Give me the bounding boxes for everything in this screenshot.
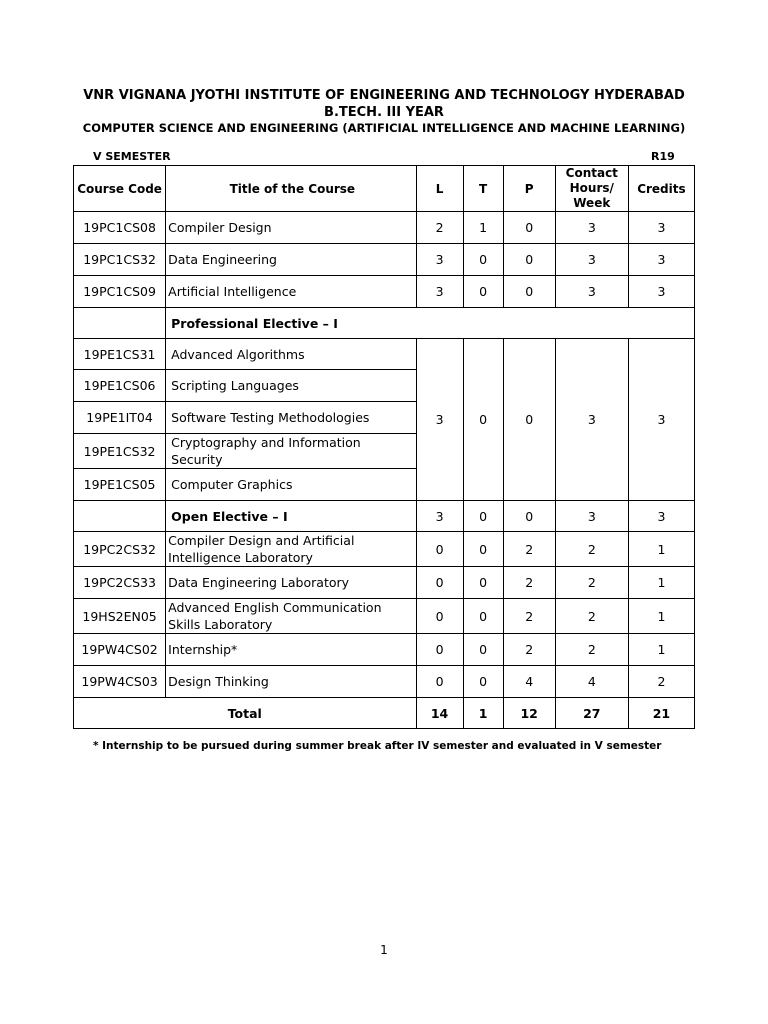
cell-t: 0: [463, 339, 503, 501]
course-title: Software Testing Methodologies: [166, 402, 416, 434]
cell-p: 0: [503, 244, 555, 276]
page-number: 1: [380, 943, 388, 957]
total-t: 1: [463, 698, 503, 729]
cell-contact: 2: [555, 532, 628, 567]
cell-contact: 2: [555, 634, 628, 666]
cell-l: 3: [416, 501, 463, 532]
cell-l: 0: [416, 532, 463, 567]
course-code: 19PE1CS31: [74, 339, 166, 370]
cell-contact: 3: [555, 501, 628, 532]
cell-p: 2: [503, 532, 555, 567]
branch-title: COMPUTER SCIENCE AND ENGINEERING (ARTIFICIAL INTELLIGENCE AND MACHINE LEARNING): [82, 121, 686, 135]
cell-contact: 3: [555, 212, 628, 244]
total-label: Total: [74, 698, 417, 729]
course-title: Cryptography and Information Security: [166, 434, 416, 469]
course-title: Data Engineering Laboratory: [166, 567, 416, 599]
table-row: [74, 634, 695, 666]
col-header-contact: Contact Hours/ Week: [555, 166, 628, 212]
cell-p: 4: [503, 666, 555, 698]
course-title: Scripting Languages: [166, 370, 416, 402]
total-credits: 21: [628, 698, 694, 729]
table-row: [74, 244, 695, 276]
cell-credits: 1: [628, 634, 694, 666]
cell-credits: 2: [628, 666, 694, 698]
col-header-title: Title of the Course: [166, 166, 416, 212]
table-row: [74, 567, 695, 599]
course-title: Advanced English Communication Skills Laboratory: [166, 599, 416, 634]
course-code: 19PE1CS06: [74, 370, 166, 402]
empty-cell: [74, 308, 166, 339]
table-row: [74, 599, 695, 634]
course-title: Internship*: [166, 634, 416, 666]
cell-t: 0: [463, 501, 503, 532]
cell-p: 0: [503, 339, 555, 501]
cell-t: 0: [463, 276, 503, 308]
cell-credits: 1: [628, 567, 694, 599]
program-title: B.TECH. III YEAR: [324, 105, 444, 120]
cell-credits: 3: [628, 339, 694, 501]
cell-t: 1: [463, 212, 503, 244]
semester-label: V SEMESTER: [93, 150, 171, 163]
cell-p: 0: [503, 212, 555, 244]
cell-l: 0: [416, 567, 463, 599]
course-title: Advanced Algorithms: [166, 339, 416, 370]
course-title: Artificial Intelligence: [166, 276, 416, 308]
total-p: 12: [503, 698, 555, 729]
table-row: [74, 339, 695, 370]
cell-contact: 2: [555, 599, 628, 634]
course-title: Compiler Design: [166, 212, 416, 244]
open-elective-row: [74, 501, 695, 532]
cell-credits: 1: [628, 532, 694, 567]
course-title: Design Thinking: [166, 666, 416, 698]
cell-l: 3: [416, 244, 463, 276]
cell-credits: 3: [628, 276, 694, 308]
col-header-t: T: [463, 166, 503, 212]
cell-p: 2: [503, 567, 555, 599]
cell-l: 3: [416, 339, 463, 501]
cell-contact: 3: [555, 276, 628, 308]
course-code: 19PC1CS08: [74, 212, 166, 244]
course-title: Data Engineering: [166, 244, 416, 276]
institute-title: VNR VIGNANA JYOTHI INSTITUTE OF ENGINEERING AND TECHNOLOGY HYDERABAD: [83, 88, 685, 103]
cell-p: 0: [503, 276, 555, 308]
table-header-row: [74, 166, 695, 212]
course-code: 19PC1CS09: [74, 276, 166, 308]
cell-t: 0: [463, 567, 503, 599]
cell-t: 0: [463, 634, 503, 666]
cell-l: 0: [416, 634, 463, 666]
table-row: [74, 666, 695, 698]
course-code: 19PE1CS32: [74, 434, 166, 469]
course-code: 19PC2CS33: [74, 567, 166, 599]
cell-contact: 3: [555, 339, 628, 501]
total-row: [74, 698, 695, 729]
course-code: 19PE1IT04: [74, 402, 166, 434]
col-header-p: P: [503, 166, 555, 212]
internship-footnote: * Internship to be pursued during summer break after IV semester and evaluated in V semester: [93, 740, 662, 752]
cell-contact: 2: [555, 567, 628, 599]
course-code: 19HS2EN05: [74, 599, 166, 634]
cell-t: 0: [463, 532, 503, 567]
cell-contact: 4: [555, 666, 628, 698]
table-row: [74, 532, 695, 567]
cell-t: 0: [463, 599, 503, 634]
cell-p: 2: [503, 599, 555, 634]
table-row: [74, 276, 695, 308]
cell-p: 0: [503, 501, 555, 532]
professional-elective-label: Professional Elective – I: [166, 308, 695, 339]
cell-l: 0: [416, 599, 463, 634]
open-elective-label: Open Elective – I: [166, 501, 416, 532]
course-title: Computer Graphics: [166, 469, 416, 501]
cell-credits: 3: [628, 244, 694, 276]
professional-elective-header-row: [74, 308, 695, 339]
cell-p: 2: [503, 634, 555, 666]
cell-credits: 3: [628, 212, 694, 244]
course-code: 19PC2CS32: [74, 532, 166, 567]
course-title: Compiler Design and Artificial Intelligence Laboratory: [166, 532, 416, 567]
col-header-credits: Credits: [628, 166, 694, 212]
col-header-code: Course Code: [74, 166, 166, 212]
course-code: 19PE1CS05: [74, 469, 166, 501]
regulation-label: R19: [651, 150, 675, 163]
cell-t: 0: [463, 244, 503, 276]
col-header-l: L: [416, 166, 463, 212]
table-row: [74, 212, 695, 244]
cell-t: 0: [463, 666, 503, 698]
cell-l: 0: [416, 666, 463, 698]
cell-contact: 3: [555, 244, 628, 276]
course-table: [73, 165, 695, 729]
cell-credits: 3: [628, 501, 694, 532]
cell-l: 2: [416, 212, 463, 244]
course-code: 19PW4CS02: [74, 634, 166, 666]
cell-l: 3: [416, 276, 463, 308]
course-code: 19PC1CS32: [74, 244, 166, 276]
course-code: 19PW4CS03: [74, 666, 166, 698]
total-l: 14: [416, 698, 463, 729]
total-contact: 27: [555, 698, 628, 729]
empty-cell: [74, 501, 166, 532]
cell-credits: 1: [628, 599, 694, 634]
